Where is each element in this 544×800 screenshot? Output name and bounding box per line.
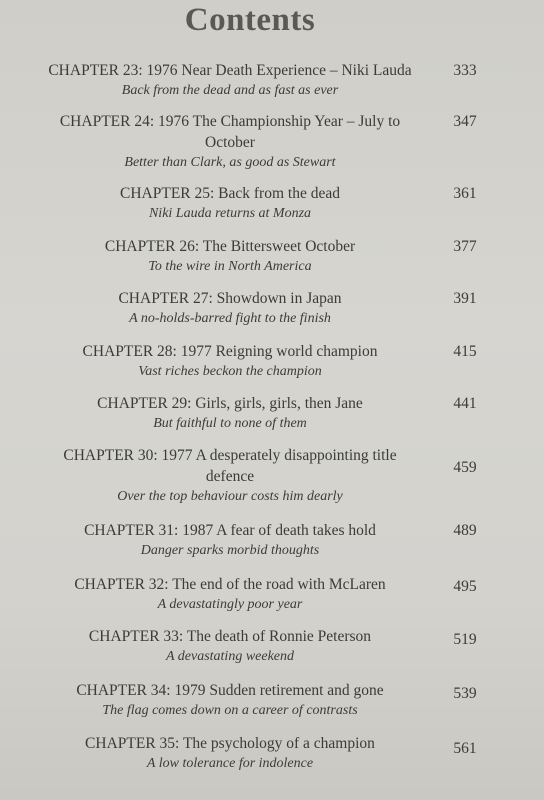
chapter-title: CHAPTER 26: The Bittersweet October bbox=[104, 238, 356, 255]
chapter-subtitle: Back from the dead and as fast as ever bbox=[121, 83, 339, 98]
page-number: 377 bbox=[453, 238, 477, 255]
chapter-subtitle: A devastatingly poor year bbox=[157, 597, 303, 612]
toc-entry bbox=[40, 111, 420, 172]
chapter-subtitle: To the wire in North America bbox=[148, 259, 312, 274]
page-number: 495 bbox=[453, 578, 477, 595]
page-number: 489 bbox=[453, 522, 477, 539]
chapter-title: CHAPTER 32: The end of the road with McLaren bbox=[74, 576, 386, 593]
chapter-title: CHAPTER 31: 1987 A fear of death takes hold bbox=[84, 522, 376, 539]
chapter-subtitle: Vast riches beckon the champion bbox=[138, 364, 322, 379]
chapter-subtitle: Better than Clark, as good as Stewart bbox=[124, 155, 336, 170]
chapter-title: CHAPTER 24: 1976 The Championship Year – July to October bbox=[59, 113, 401, 151]
chapter-subtitle: The flag comes down on a career of contrasts bbox=[102, 703, 358, 718]
page-title: Contents bbox=[184, 2, 316, 38]
toc-entry bbox=[20, 183, 440, 223]
page-number: 539 bbox=[453, 685, 477, 702]
toc-entry bbox=[20, 393, 440, 433]
toc-entry bbox=[20, 60, 440, 100]
page-number: 441 bbox=[453, 395, 477, 412]
toc-entry bbox=[20, 680, 440, 720]
page-number: 333 bbox=[453, 62, 477, 79]
toc-entry bbox=[40, 445, 420, 506]
chapter-subtitle: A low tolerance for indolence bbox=[146, 756, 314, 771]
page-number: 347 bbox=[453, 113, 477, 130]
chapter-subtitle: But faithful to none of them bbox=[153, 416, 307, 431]
chapter-title: CHAPTER 28: 1977 Reigning world champion bbox=[82, 343, 378, 360]
chapter-title: CHAPTER 25: Back from the dead bbox=[120, 185, 340, 202]
page-number: 519 bbox=[453, 631, 477, 648]
page-number: 459 bbox=[453, 459, 477, 476]
chapter-title: CHAPTER 35: The psychology of a champion bbox=[85, 735, 375, 752]
toc-entry bbox=[20, 236, 440, 276]
chapter-subtitle: A no-holds-barred fight to the finish bbox=[129, 311, 331, 326]
toc-entry bbox=[20, 288, 440, 328]
chapter-title: CHAPTER 33: The death of Ronnie Peterson bbox=[88, 628, 372, 645]
chapter-title: CHAPTER 30: 1977 A desperately disappointing title defence bbox=[63, 447, 397, 485]
chapter-subtitle: Over the top behaviour costs him dearly bbox=[117, 489, 343, 504]
chapter-title: CHAPTER 27: Showdown in Japan bbox=[118, 290, 342, 307]
toc-entry bbox=[20, 733, 440, 773]
chapter-subtitle: Niki Lauda returns at Monza bbox=[148, 206, 312, 221]
page-number: 415 bbox=[453, 343, 477, 360]
chapter-title: CHAPTER 29: Girls, girls, girls, then Jane bbox=[97, 395, 363, 412]
page-number: 361 bbox=[453, 185, 477, 202]
page-number: 391 bbox=[453, 290, 477, 307]
chapter-title: CHAPTER 34: 1979 Sudden retirement and gone bbox=[76, 682, 384, 699]
chapter-subtitle: A devastating weekend bbox=[165, 649, 295, 664]
chapter-title: CHAPTER 23: 1976 Near Death Experience – Niki Lauda bbox=[48, 62, 412, 79]
toc-entry bbox=[20, 626, 440, 666]
toc-entry bbox=[20, 341, 440, 381]
toc-entry bbox=[20, 520, 440, 560]
chapter-subtitle: Danger sparks morbid thoughts bbox=[140, 543, 320, 558]
toc-entry bbox=[20, 574, 440, 614]
page-number: 561 bbox=[453, 740, 477, 757]
